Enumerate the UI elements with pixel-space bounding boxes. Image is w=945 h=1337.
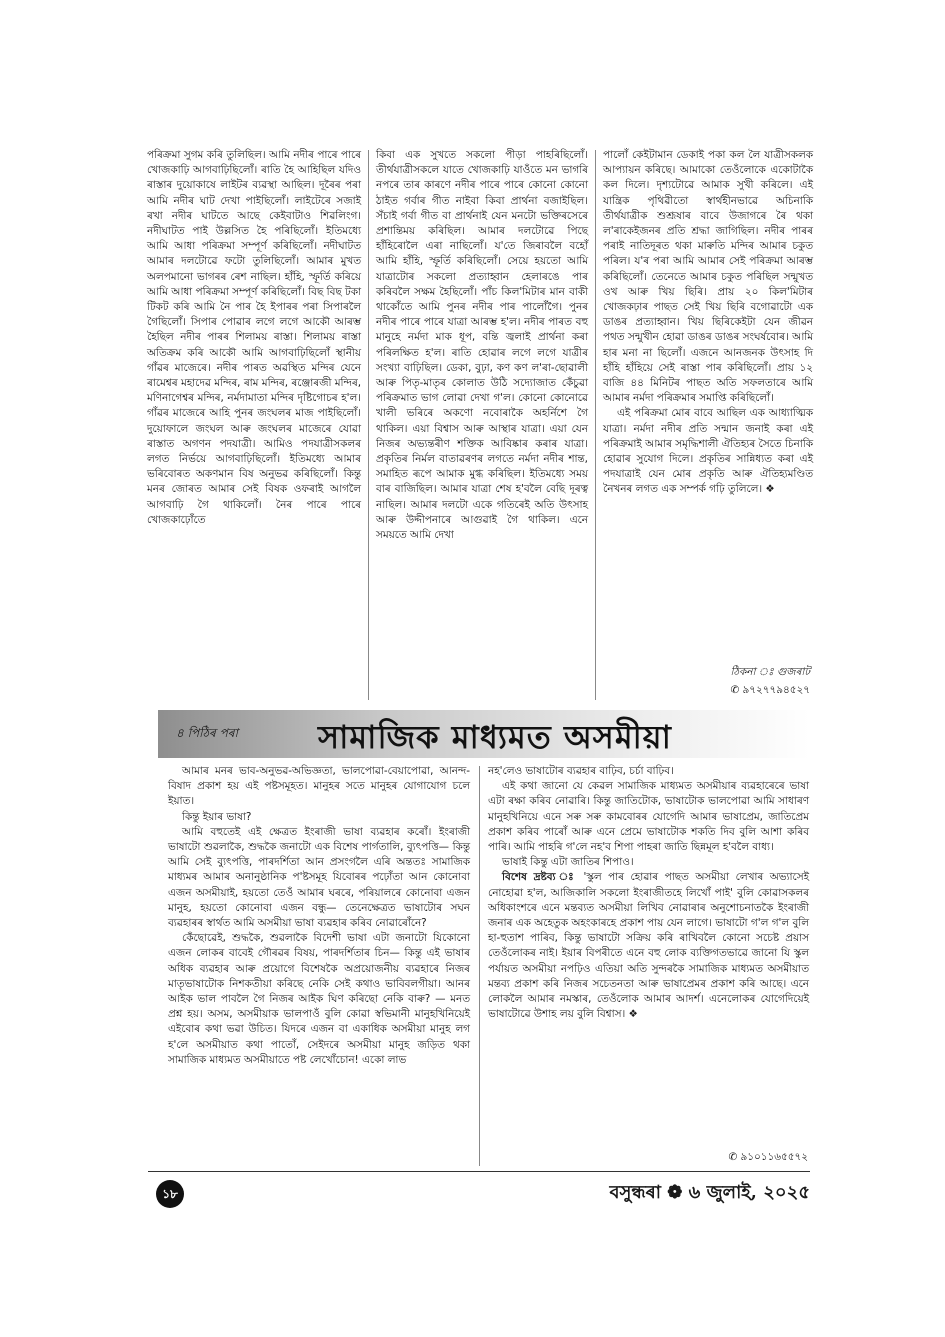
column-divider — [368, 150, 369, 700]
author-phone: ✆ ৯৭২৭৭৯৪৫২৭ — [730, 684, 810, 696]
page-number: ১৮ — [156, 1180, 184, 1208]
paragraph: নহ'লেও ভাষাটোৰ ব্যৱহাৰ বাঢ়িব, চৰ্চা বাঢ়িব। — [488, 765, 674, 777]
paragraph: কিন্তু ইয়াৰ ভাষা? — [182, 810, 252, 823]
special-note-label: বিশেষ দ্ৰষ্টব্য ঃ — [502, 871, 577, 884]
column-divider — [595, 150, 596, 700]
article-title: সামাজিক মাধ্যমত অসমীয়া — [318, 718, 672, 756]
continued-from-label: ৪ পিঠিৰ পৰা — [176, 726, 238, 740]
article-column-3 — [603, 148, 813, 498]
article-column-4 — [168, 764, 470, 1068]
paragraph: আমাৰ মনৰ ভাব-অনুভৱ-অভিজ্ঞতা, ভালপোৱা-বেয়াপোৱা, আনন্দ-বিষাদ প্ৰকাশ হয় এই পষ্টসমূহত। মানুহৰ সতে মানুহৰ যোগাযোগ চলে ইয়াত। — [168, 765, 470, 808]
author-phone: ✆ ৯১০১১৬৫৫৭২ — [728, 1151, 808, 1163]
article-column-1 — [147, 148, 361, 528]
paragraph: এই কথা জানো যে কেৱল সামাজিক মাধ্যমত অসমীয়াৰ ব্যৱহাৰেৰে ভাষা এটা ৰক্ষা কৰিব নোৱাৰি। কিন্তু জাতিটোক, ভাষাটোক ভালপোৱা আমি সাধাৰণ মানুহখিনিয়ে এনে সৰু সৰু কামবোৰৰ যোগেদি আমাৰ ভাষাপ্ৰেম, জাতিপ্ৰেম প্ৰকাশ কৰিব পাৰোঁ আৰু এনে প্ৰেমে ভাষাটোক শকতি দিব বুলি আশা কৰিব পাৰি। আমি পাহৰি গ'লে নহ'ব শিপা পাহৰা জাতি ছিন্নমূল হ'বলৈ বাধ্য। — [488, 780, 809, 854]
article-column-5 — [488, 764, 809, 1022]
footer-divider — [148, 1171, 810, 1172]
paragraph: আমি বহুতেই এই ক্ষেত্ৰত ইংৰাজী ভাষা ব্যৱহাৰ কৰোঁ। ইংৰাজী ভাষাটো শুৱলাকৈ, শুদ্ধকৈ জনাটো এক বিশেষ পাৰ্গতালি, ব্যুৎপত্তি— কিন্তু আমি সেই ব্যুৎপত্তি, পাৰদৰ্শিতা আন প্ৰসংগলৈ এৰি অন্ততঃ সামাজিক মাধ্যমৰ আমাৰ অনানুষ্ঠানিক প'ষ্টসমূহ যিবোৰৰ পঢ়োঁতা আন কোনোবা এজন অসমীয়াই, হয়তো তেওঁ আমাৰ ঘৰৰে, পৰিয়ালৰে কোনোবা এজন মানুহ, হয়তো কোনোবা এজন বন্ধু— তেনেক্ষেত্ৰত ভাষাটোৰ সঘন ব্যৱহাৰৰ স্বাৰ্থত আমি অসমীয়া ভাষা ব্যৱহাৰ কৰিব নোৱাৰোঁনে? — [168, 825, 470, 930]
paragraph: পৰিক্ৰমা সুগম কৰি তুলিছিল। আমি নদীৰ পাৰে পাৰে খোজকাঢ়ি আগবাঢ়িছিলোঁ। ৰাতি হৈ আহিছিল যদিও ৰাস্তাৰ দুয়োকাষে লাইটৰ ব্যৱস্থা আছিল। দূৰৈৰ পৰা আমি নদীৰ ঘাট দেখা পাইছিলোঁ। লাইটেৰে সজাই ৰখা নদীৰ ঘাটতে আছে কেইবাটাও শিৱলিংগ। নদীঘাটত পাই উল্লসিত হৈ পৰিছিলোঁ। ইতিমধ্যে আমি আধা পৰিক্ৰমা সম্পূৰ্ণ কৰিছিলোঁ। নদীঘাটত আমাৰ দলটোৱে ফটো তুলিছিলোঁ। আমাৰ মুখত অলপমানো ভাগৰৰ ৰেশ নাছিল। হাঁহি, স্ফূৰ্তি কৰিয়ে আমি আধা পৰিক্ৰমা সম্পূৰ্ণ কৰিছিলোঁ। বিছ বিছ টকা টিকট কৰি আমি নৈ পাৰ হৈ ইপাৰৰ পৰা সিপাৰলৈ গৈছিলোঁ। সিপাৰ পোৱাৰ লগে লগে আকৌ আৰম্ভ হৈছিল নদীৰ পাৰৰ শিলাময় ৰাস্তা। শিলাময় ৰাস্তা অতিক্ৰম কৰি আকৌ আমি আগবাঢ়িছিলোঁ স্থানীয় গাঁৱৰ মাজেৰে। নদীৰ পাৰত অৱস্থিত মন্দিৰ যেনে ৰামেশ্বৰ মহাদেৱ মন্দিৰ, ৰাম মন্দিৰ, ৰঞ্জোৰজী মন্দিৰ, মণিনাগেশ্বৰ মন্দিৰ, নৰ্মদামাতা মন্দিৰ দৃষ্টিগোচৰ হ'ল। গাঁৱৰ মাজেৰে আহি পুনৰ জংঘলৰ মাজ পাইছিলোঁ। দুয়োফালে জংঘল আৰু জংঘলৰ মাজেৰে যোৱা ৰাস্তাত অগণন পদযাত্ৰী। আমিও পদযাত্ৰীসকলৰ লগত নিৰ্ভয়ে আগবাঢ়িছিলোঁ। ইতিমধ্যে আমাৰ ভৰিবোৰত অকণমান বিষ অনুভৱ কৰিছিলোঁ। কিন্তু মনৰ জোৰত আমাৰ সেই বিষক ওফৰাই আগলৈ আগবাঢ়ি গৈ থাকিলোঁ। নৈৰ পাৰে পাৰে খোজকাঢ়োঁতে — [147, 149, 361, 526]
paragraph: কেঁছোৱেই, শুদ্ধকৈ, শুৱলাকৈ বিদেশী ভাষা এটা জনাটো যিকোনো এজন লোকৰ বাবেই গৌৰৱৰ বিষয়, পাৰদৰ্শিতাৰ চিন— কিন্তু এই ভাষাৰ অধিক ব্যৱহাৰ আৰু প্ৰয়োগে বিশেষকৈ অপ্ৰয়োজনীয় ব্যৱহাৰে নিজৰ মাতৃভাষাটোক নিশকতীয়া কৰিছে নেকি সেই কথাও ভাবিবলগীয়া। আনৰ আইক ভাল পাবলৈ গৈ নিজৰ আইক ঘিণ কৰিছো নেকি বাৰু? — মনত প্ৰশ্ন হয়। অসম, অসমীয়াক ভালপাওঁ বুলি কোৱা স্বভিমানী মানুহখিনিয়েই এইবোৰ কথা ভৱা উচিত। যিদৰে এজন বা একাধিক অসমীয়া মানুহ লগ হ'লে অসমীয়াত কথা পাতোঁ, সেইদৰে অসমীয়া মানুহ জড়িত থকা সামাজিক মাধ্যমত অসমীয়াতে পষ্ট লেখোঁচোন! একো লাভ — [168, 932, 470, 1066]
paragraph: কিবা এক সুখতে সকলো পীড়া পাহৰিছিলোঁ। তীৰ্থযাত্ৰীসকলে যাতে খোজকাঢ়ি যাওঁতে মন ভাগৰি নপৰে তাৰ কাৰণে নদীৰ পাৰে পাৰে কোনো কোনো ঠাইত গৰ্বাৰ গীত নাইবা কিবা প্ৰাৰ্থনা বজাইছিল। সঁচাই গৰ্বা গীত বা প্ৰাৰ্থনাই যেন মনটো ভক্তিৰসেৰে প্ৰশান্তিময় কৰিছিল। আমাৰ দলটোৱে পিছে হাঁহিৰোলৈ এৰা নাছিলোঁ। য'তে জিৰাবলৈ বহোঁ আমি হাঁহি, স্ফূৰ্তি কৰিছিলোঁ। সেয়ে হয়তো আমি যাত্ৰাটোৰ সকলো প্ৰত্যাহ্বান হেলাৰঙে পাৰ কৰিবলৈ সক্ষম হৈছিলোঁ। পাঁচ কিল'মিটাৰ মান বাকী থাকোঁতে আমি পুনৰ নদীৰ পাৰ পালোঁগৈ। পুনৰ নদীৰ পাৰে পাৰে যাত্ৰা আৰম্ভ হ'ল। নদীৰ পাৰত বহু মানুহে নৰ্মদা মাক ধূপ, বন্তি জ্বলাই প্ৰাৰ্থনা কৰা পৰিলক্ষিত হ'ল। ৰাতি হোৱাৰ লগে লগে যাত্ৰীৰ সংখ্যা বাঢ়িছিল। ডেকা, বুঢ়া, কণ কণ ল'ৰা-ছোৱালী আৰু পিতৃ-মাতৃৰ কোলাত উঠি সদ্যোজাত কেঁচুৱা পৰিক্ৰমাত ভাগ লোৱা দেখা গ'ল। কোনো কোনোৱে খালী ভৰিৰে অকণো নবোৰাকৈ অহৰ্নিশে গৈ থাকিল। এয়া বিশ্বাস আৰু আস্থাৰ যাত্ৰা। এয়া যেন নিজৰ অভ্যন্তৰীণ শক্তিক আবিষ্কাৰ কৰাৰ যাত্ৰা। প্ৰকৃতিৰ নিৰ্মল বাতাৱৰণৰ লগতে নৰ্মদা নদীৰ শান্ত, সমাহিত ৰূপে আমাক মুগ্ধ কৰিছিল। ইতিমধ্যে সময় বাৰ বাজিছিল। আমাৰ যাত্ৰা শেষ হ'বলৈ বেছি দূৰত্ব নাছিল। আমাৰ দলটো একে গতিৰেই অতি উৎসাহ আৰু উদ্দীপনাৰে আগুৱাই গৈ থাকিল। এনে সময়তে আমি দেখা — [376, 149, 588, 542]
magazine-footer: বসুন্ধৰা ❁ ৬ জুলাই, ২০২৫ — [609, 1182, 810, 1203]
article-column-2 — [376, 148, 588, 543]
paragraph: এই পৰিক্ৰমা মোৰ বাবে আছিল এক আধ্যাত্মিক যাত্ৰা। নৰ্মদা নদীৰ প্ৰতি সন্মান জনাই কৰা এই পৰিক্ৰমাই আমাৰ সমৃদ্ধিশালী ঐতিহ্যৰ সৈতে চিনাকি হোৱাৰ সুযোগ দিলে। প্ৰকৃতিৰ সান্নিধ্যত কৰা এই পদযাত্ৰাই যেন মোৰ প্ৰকৃতি আৰু ঐতিহ্যমণ্ডিত নৈখনৰ লগত এক সম্পৰ্ক গঢ়ি তুলিলে। ❖ — [603, 407, 813, 496]
article-banner — [158, 710, 810, 758]
column-divider — [479, 766, 480, 1166]
paragraph: ভাষাই কিন্তু এটা জাতিৰ শিপাও। — [502, 856, 634, 869]
paragraph: পালোঁ কেইটামান ডেকাই পকা কল লৈ যাত্ৰীসকলক আপ্যায়ন কৰিছে। আমাকো তেওঁলোকে একোটাকৈ কল দিলে। দৃশ্যটোৱে আমাক সুখী কৰিলে। এই যান্ত্ৰিক পৃথিৱীতো স্বাৰ্থহীনভাৱে অচিনাকি তীৰ্থযাত্ৰীক শুশ্ৰূষাৰ বাবে উজাগৰে ৰৈ থকা ল'ৰাকেইজনৰ প্ৰতি শ্ৰদ্ধা জাগিছিল। নদীৰ পাৰৰ পৰাই নাতিদূৰত থকা মাৰুতি মন্দিৰ আমাৰ চকুত পৰিল। য'ৰ পৰা আমি আমাৰ সেই পৰিক্ৰমা আৰম্ভ কৰিছিলোঁ। তেনেতে আমাৰ চকুত পৰিছিল সন্মুখত ওখ আৰু খিয় ছিৰি। প্ৰায় ২০ কিল'মিটাৰ খোজকঢ়াৰ পাছত সেই খিয় ছিৰি বগোৱাটো এক ডাঙৰ প্ৰত্যাহ্বান। খিয় ছিৰিকেইটা যেন জীৱন পথত সন্মুখীন হোৱা ডাঙৰ ডাঙৰ সংঘৰ্ষবোৰ। আমি হাৰ মনা না ছিলোঁ। এজনে আনজনক উৎসাহ দি হাঁহি হাঁহিয়ে সেই ৰাস্তা পাৰ কৰিছিলোঁ। প্ৰায় ১২ বাজি ৪৪ মিনিটৰ পাছত অতি সফলতাৰে আমি আমাৰ নৰ্মদা পৰিক্ৰমাৰ সমাপ্তি কৰিছিলোঁ। — [603, 149, 813, 405]
paragraph: বিশেষ দ্ৰষ্টব্য ঃ 'স্কুল পাৰ হোৱাৰ পাছত অসমীয়া লেখাৰ অভ্যাসেই নোহোৱা হ'ল, আজিকালি সকলো ইংৰাজীতহে লিখোঁ পাই' বুলি কোৱাসকলৰ অধিকাংশৰে এনে মন্তব্যত অসমীয়া লিখিব নোৱাৰাৰ অনুশোচনাতকৈ ইংৰাজী জনাৰ এক অহেতুক অহংকাৰহে প্ৰকাশ পায় যেন লাগে। ভাষাটো গ'ল গ'ল বুলি হা-হুতাশ পাৰিব, কিন্তু ভাষাটো সক্ৰিয় কৰি ৰাখিবলৈ কোনো সচেষ্ট প্ৰয়াস তেওঁলোকৰ নাই। ইয়াৰ বিপৰীতে এনে বহু লোক ব্যক্তিগতভাৱে জানো যি স্কুল পৰ্যায়ত অসমীয়া নপঢ়িও এতিয়া অতি সুন্দৰকৈ সামাজিক মাধ্যমত অসমীয়াত মন্তব্য প্ৰকাশ কৰি নিজৰ সচেতনতা আৰু ভাষাপ্ৰেমৰ প্ৰকাশ কৰি আছে। এনে লোকলৈ আমাৰ নমস্কাৰ, তেওঁলোক আমাৰ আদৰ্শ। এনেলোকৰ যোগেদিয়েই ভাষাটোৱে উশাহ লয় বুলি বিশ্বাস। ❖ — [488, 871, 809, 1021]
author-address: ঠিকনা ঃ গুজৰাট — [730, 666, 810, 678]
